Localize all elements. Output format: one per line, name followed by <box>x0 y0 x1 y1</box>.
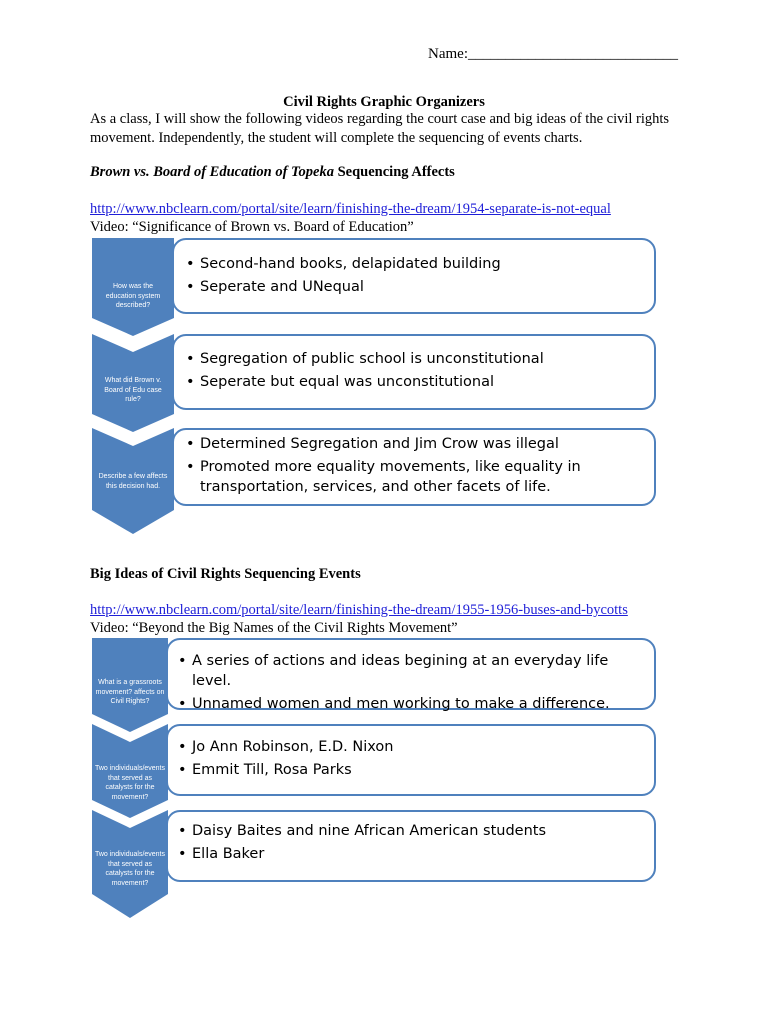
section1-question-2: What did Brown v. Board of Edu case rule? <box>104 377 162 403</box>
section2-answer-1-2: • Unnamed women and men working to make a difference. <box>178 694 644 714</box>
section1-heading-italic: Brown vs. Board of Education of Topeka <box>90 164 334 180</box>
section1-heading-rest: Sequencing Affects <box>333 164 455 180</box>
section1-heading <box>90 164 455 181</box>
section1-answer-1-2: • Seperate and UNequal <box>186 277 644 297</box>
section1-video-title: Video: “Significance of Brown vs. Board of Education” <box>90 219 414 235</box>
section2-answer-box-3 <box>166 810 656 882</box>
section2-question-1: What is a grassroots movement? affects on Civil Rights? <box>95 679 165 705</box>
section1-answer-3-1: • Determined Segregation and Jim Crow was illegal <box>186 434 644 454</box>
section2-answer-box-1 <box>166 638 656 710</box>
section1-question-1: How was the education system described? <box>105 283 161 309</box>
section2-question-3: Two individuals/events that served as catalysts for the movement? <box>94 851 166 887</box>
section1-answer-2-1: • Segregation of public school is unconstitutional <box>186 349 644 369</box>
section1-answer-box-1 <box>172 238 656 314</box>
document-title: Civil Rights Graphic Organizers <box>283 94 485 110</box>
section2-question-2: Two individuals/events that served as catalysts for the movement? <box>94 765 166 801</box>
section1-link[interactable]: http://www.nbclearn.com/portal/site/learn/finishing-the-dream/1954-separate-is-not-equal <box>90 201 611 217</box>
section2-answer-3-1: • Daisy Baites and nine African American students <box>178 821 644 841</box>
section1-answer-2-2: • Seperate but equal was unconstitutional <box>186 372 644 392</box>
section2-link[interactable]: http://www.nbclearn.com/portal/site/learn/finishing-the-dream/1955-1956-buses-and-bycotts <box>90 602 628 618</box>
section2-answer-2-1: • Jo Ann Robinson, E.D. Nixon <box>178 737 644 757</box>
section1-answer-box-2 <box>172 334 656 410</box>
name-line: Name:____________________________ <box>428 46 678 62</box>
section2-heading: Big Ideas of Civil Rights Sequencing Events <box>90 566 361 582</box>
section2-video-title: Video: “Beyond the Big Names of the Civil Rights Movement” <box>90 620 458 636</box>
section1-answer-1-1: • Second-hand books, delapidated building <box>186 254 644 274</box>
section2-answer-1-1: • A series of actions and ideas begining at an everyday life level. <box>178 651 644 691</box>
section2-answer-2-2: • Emmit Till, Rosa Parks <box>178 760 644 780</box>
intro-paragraph: As a class, I will show the following videos regarding the court case and big ideas of the civil rights movement. Independently, the student will complete the sequencing of events charts. <box>90 111 670 146</box>
section2-answer-box-2 <box>166 724 656 796</box>
section2-answer-3-2: • Ella Baker <box>178 844 644 864</box>
section1-question-3: Describe a few affects this decision had. <box>98 473 168 490</box>
section1-answer-box-3 <box>172 428 656 506</box>
section1-answer-3-2: • Promoted more equality movements, like equality in transportation, services, and other facets of life. <box>186 457 644 497</box>
